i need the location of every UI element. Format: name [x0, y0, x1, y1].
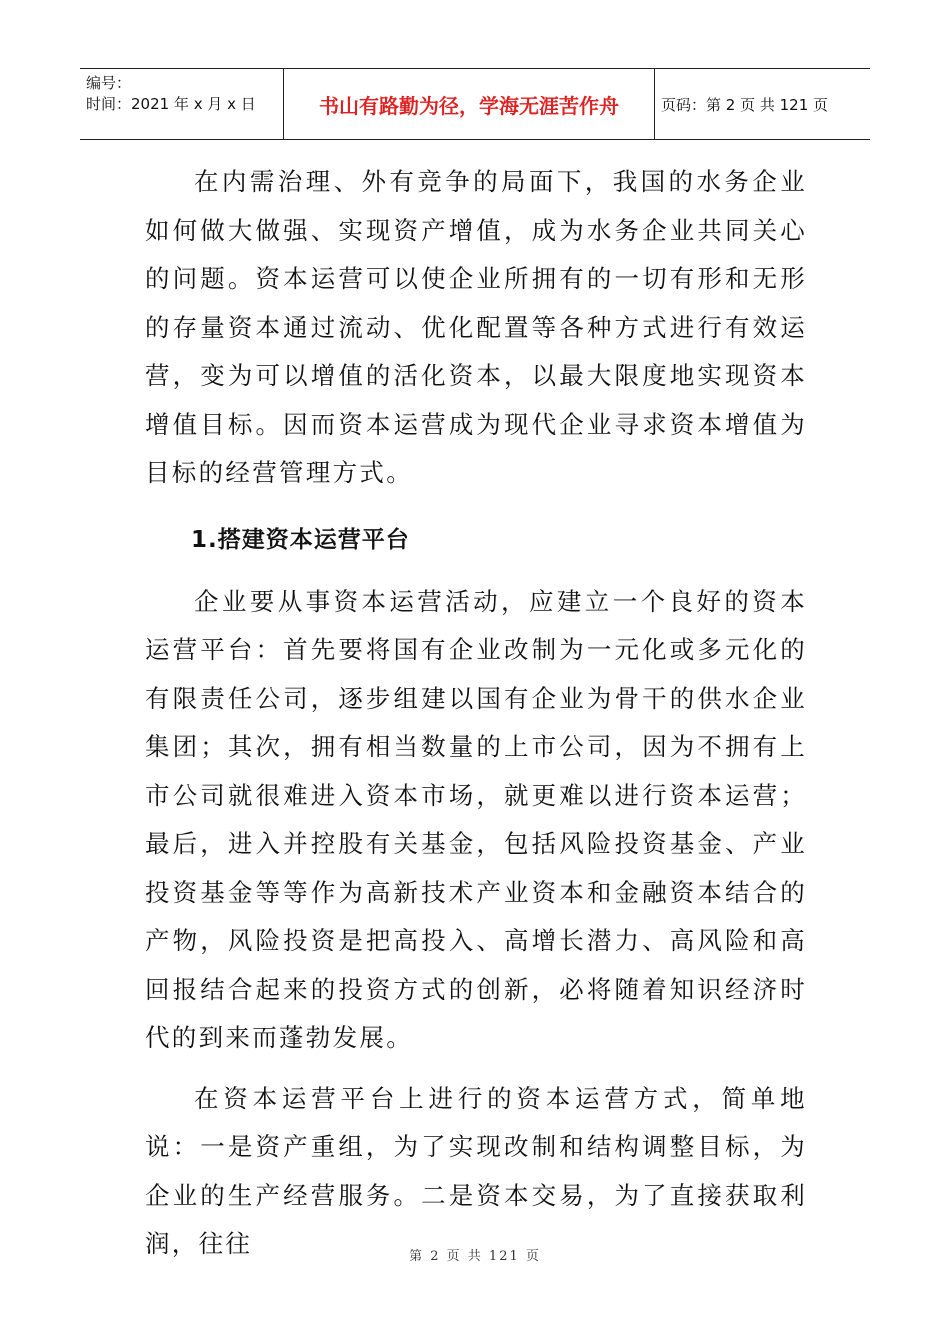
document-number-label: 编号：: [86, 74, 132, 92]
page-footer: 第 2 页 共 121 页: [409, 1249, 541, 1264]
paragraph-platform: 企业要从事资本运营活动，应建立一个良好的资本运营平台：首先要将国有企业改制为一元化或多元化的有限责任公司，逐步组建以国有企业为骨干的供水企业集团；其次，拥有相当数量的上市公司，因为不拥有上市公司就很难进入资本市场，就更难以进行资本运营；最后，进入并控股有关基金，包括风险投资基金、产业投资基金等等作为高新技术产业资本和金融资本结合的产物，风险投资是把高投入、高增长潜力、高风险和高回报结合起来的投资方式的创新，必将随着知识经济时代的到来而蓬勃发展。: [145, 586, 807, 1052]
paragraph-intro: 在内需治理、外有竞争的局面下，我国的水务企业如何做大做强、实现资产增值，成为水务企业共同关心的问题。资本运营可以使企业所拥有的一切有形和无形的存量资本通过流动、优化配置等各种方式进行有效运营，变为可以增值的活化资本，以最大限度地实现资本增值目标。因而资本运营成为现代企业寻求资本增值为目标的经营管理方式。: [145, 167, 807, 487]
document-date-label: 时间：2021 年 x 月 x 日: [86, 95, 256, 113]
section-heading: 1.搭建资本运营平台: [191, 526, 410, 553]
header-meta: [80, 69, 284, 139]
header-motto: 书山有路勤为径，学海无涯苦作舟: [284, 69, 655, 139]
document-body: [145, 158, 807, 1269]
header-page-number: 页码：第 2 页 共 121 页: [661, 95, 829, 114]
paragraph-methods: 在资本运营平台上进行的资本运营方式，简单地说：一是资产重组，为了实现改制和结构调整目标，为企业的生产经营服务。二是资本交易，为了直接获取利润，往往: [145, 1083, 807, 1258]
page-header: [80, 68, 870, 140]
